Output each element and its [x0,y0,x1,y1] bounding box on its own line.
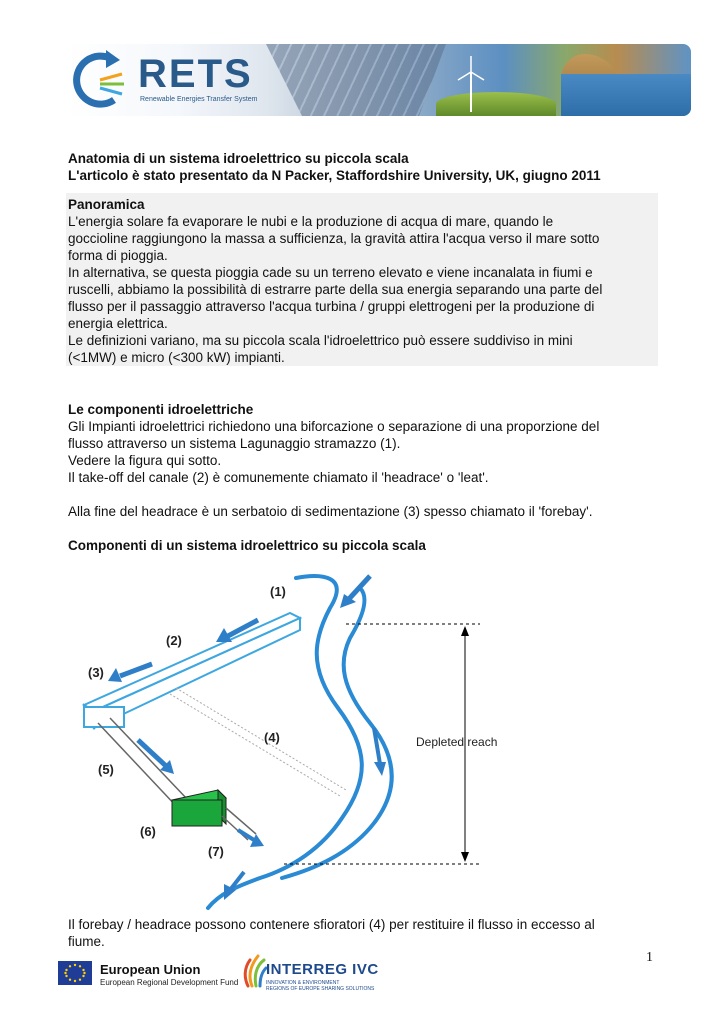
logo-text: RETS [138,52,253,96]
interreg-sub-line: REGIONS OF EUROPE SHARING SOLUTIONS [266,986,375,992]
eu-flag-icon [58,961,92,985]
flow-arrow-1 [348,576,370,600]
figure-title: Componenti di un sistema idroelettrico su piccola scala [68,538,426,553]
label-7: (7) [208,844,224,859]
paragraph-line: Il take-off del canale (2) è comunemente chiamato il 'headrace' o 'leat'. [68,470,489,485]
interreg-sub-line: INNOVATION & ENVIRONMENT [266,980,340,986]
label-4: (4) [264,730,280,745]
eu-title: European Union [100,962,201,977]
panoramica-heading: Panoramica [68,197,145,212]
label-5: (5) [98,762,114,777]
componenti-body [68,418,658,486]
rets-logo-icon [70,50,134,112]
paragraph-line: Le definizioni variano, ma su piccola scala l'idroelettrico può essere suddiviso in mini [68,333,573,348]
solar-panels-graphic [266,44,446,116]
label-2: (2) [166,633,182,648]
paragraph-line: forma di pioggia. [68,248,168,263]
forebay-paragraph: Alla fine del headrace è un serbatoio di sedimentazione (3) spesso chiamato il 'forebay'. [68,504,593,519]
flow-arrow-3 [120,664,152,676]
paragraph-line: ruscelli, abbiamo la possibilità di estrarre parte della sua energia separando una parte del [68,282,603,297]
spillway-pipe [170,688,346,796]
paragraph-line: fiume. [68,934,105,949]
sea-graphic [561,74,691,116]
depleted-reach-label: Depleted reach [416,735,498,749]
document-subtitle: L'articolo è stato presentato da N Packer, Staffordshire University, UK, giugno 2011 [68,168,601,183]
tailrace-pipe [222,808,256,840]
wind-turbine-icon [456,54,486,114]
paragraph-line: goccioline raggiungono la massa a sufficienza, la gravità attira l'acqua verso il mare sotto [68,231,600,246]
paragraph-line: energia elettrica. [68,316,168,331]
header-banner [66,44,691,116]
paragraph-line: Il forebay / headrace possono contenere sfioratori (4) per restituire il flusso in eccesso al [68,917,595,932]
paragraph-line: In alternativa, se questa pioggia cade su un terreno elevato e viene incanalata in fiumi e [68,265,593,280]
after-figure-text [68,916,658,950]
grass-hill-graphic [436,92,556,116]
label-6: (6) [140,824,156,839]
panoramica-body [68,213,656,366]
paragraph-line: L'energia solare fa evaporare le nubi e la produzione di acqua di mare, quando le [68,214,554,229]
label-3: (3) [88,665,104,680]
powerhouse-box [172,790,226,826]
paragraph-line: Gli Impianti idroelettrici richiedono una biforcazione o separazione di una proporzione del [68,419,600,434]
interreg-icon [238,948,268,988]
paragraph-line: Vedere la figura qui sotto. [68,453,222,468]
label-1: (1) [270,584,286,599]
paragraph-line: flusso attraverso un sistema Lagunaggio stramazzo (1). [68,436,401,451]
paragraph-line: flusso per il passaggio attraverso l'acqua turbina / gruppi elettrogeni per la produzione di [68,299,595,314]
document-title: Anatomia di un sistema idroelettrico su piccola scala [68,151,409,166]
interreg-subtitle [266,980,374,992]
logo-subtitle: Renewable Energies Transfer System [140,96,258,103]
page-number: 1 [646,950,653,965]
paragraph-line: (<1MW) e micro (<300 kW) impianti. [68,350,285,365]
interreg-title: INTERREG IVC [266,961,379,978]
hydro-system-diagram [70,568,540,913]
componenti-heading: Le componenti idroelettriche [68,402,254,417]
eu-subtitle: European Regional Development Fund [100,978,239,987]
interreg-logo [238,948,379,993]
